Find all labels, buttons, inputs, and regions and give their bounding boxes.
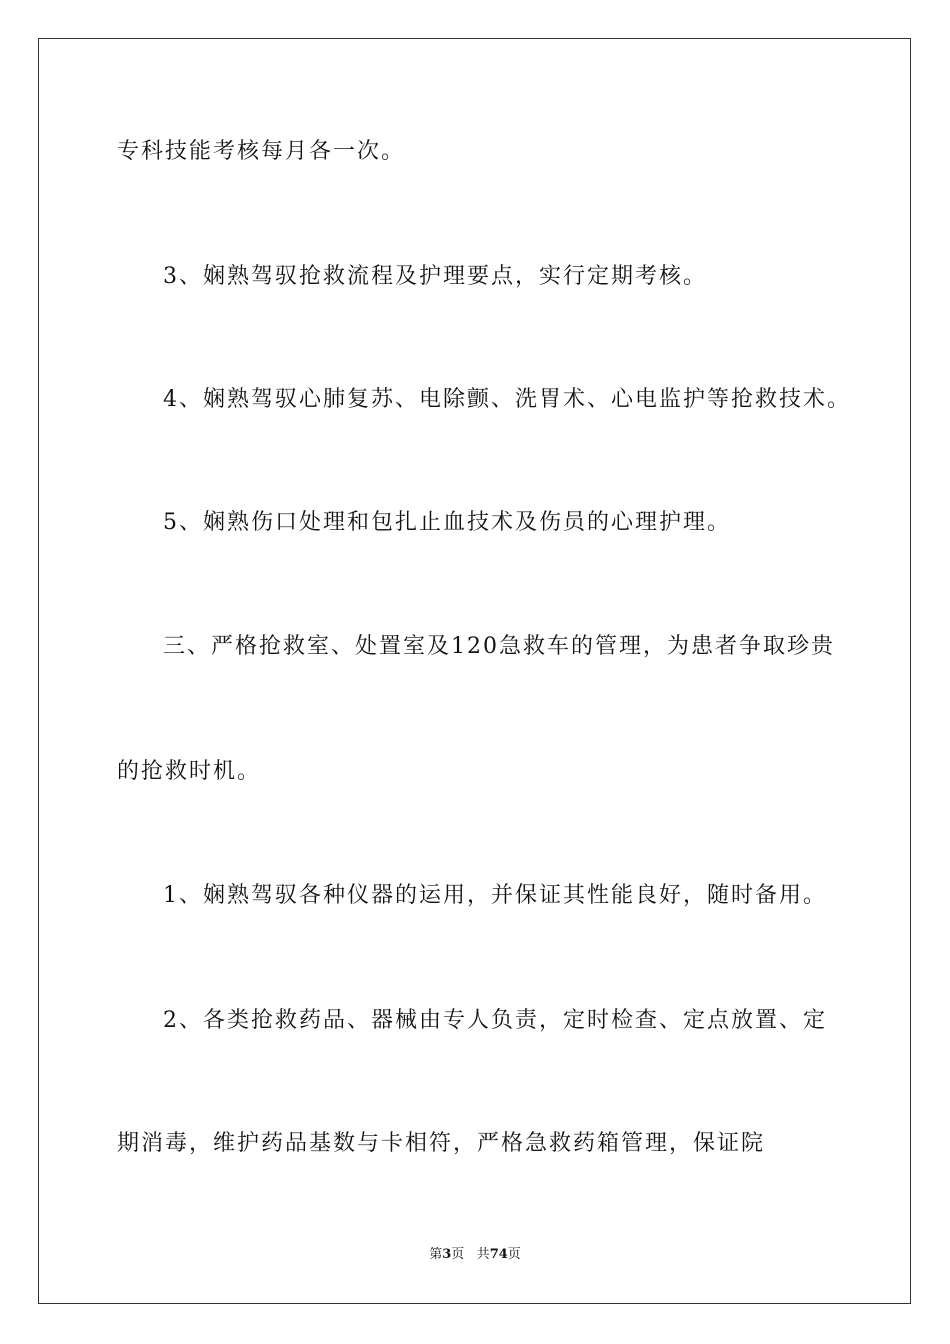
page-frame xyxy=(38,38,911,1304)
page-number: 3 xyxy=(442,1247,452,1262)
text-line-7: 1、娴熟驾驭各种仪器的运用，并保证其性能良好，随时备用。 xyxy=(163,883,827,908)
text-line-2: 3、娴熟驾驭抢救流程及护理要点，实行定期考核。 xyxy=(163,264,707,289)
total-suffix: 页 xyxy=(507,1247,521,1262)
text-line-5: 三、严格抢救室、处置室及120急救车的管理，为患者争取珍贵 xyxy=(163,634,835,659)
page-prefix: 第 xyxy=(429,1247,443,1262)
total-prefix: 共 xyxy=(476,1247,490,1262)
page-footer xyxy=(0,1246,950,1264)
page-suffix: 页 xyxy=(451,1247,465,1262)
text-line-4: 5、娴熟伤口处理和包扎止血技术及伤员的心理护理。 xyxy=(163,510,731,535)
total-pages: 74 xyxy=(489,1247,508,1262)
text-line-6: 的抢救时机。 xyxy=(117,759,262,784)
text-line-1: 专科技能考核每月各一次。 xyxy=(117,139,406,164)
text-line-9: 期消毒，维护药品基数与卡相符，严格急救药箱管理，保证院 xyxy=(117,1131,766,1156)
text-line-3: 4、娴熟驾驭心肺复苏、电除颤、洗胃术、心电监护等抢救技术。 xyxy=(163,387,851,412)
text-line-8: 2、各类抢救药品、器械由专人负责，定时检查、定点放置、定 xyxy=(163,1008,827,1033)
